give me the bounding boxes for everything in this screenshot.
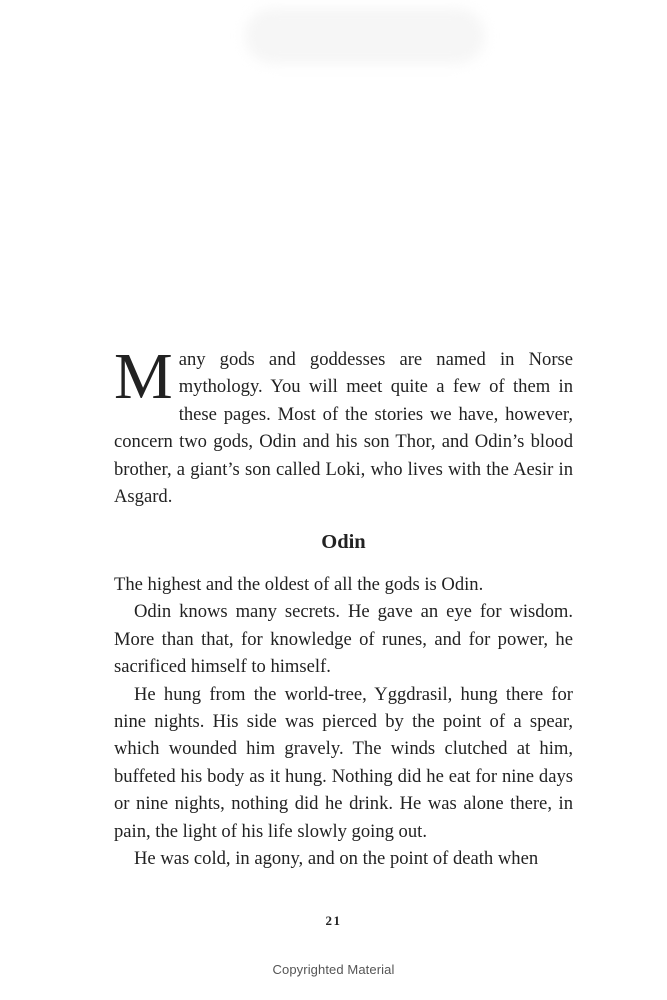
section-body [114, 571, 573, 872]
drop-cap: M [114, 340, 173, 413]
intro-text: any gods and goddesses are named in Norse mythology. You will meet quite a few of them in these pages. Most of the stories we have, however, concern two gods, Odin and his son Thor, and Odin’s blood brother, a giant’s son called Loki, who lives with the Aesir in Asgard. [114, 349, 573, 508]
paragraph: Odin knows many secrets. He gave an eye for wisdom. More than that, for knowledge of runes, and for power, he sacrificed himself to himself. [114, 601, 573, 678]
section-heading: Odin [321, 531, 366, 553]
paragraph: He was cold, in agony, and on the point of death when [134, 848, 539, 870]
intro-paragraph [114, 340, 573, 510]
blurred-header-area [245, 8, 485, 64]
page-number: 21 [325, 913, 342, 928]
paragraph: He hung from the world-tree, Yggdrasil, hung there for nine nights. His side was pierced by the point of a spear, which wounded him gravely. The winds clutched at him, buffeted his body as it hung. Nothing did he eat for nine days or nine nights, nothing did he drink. He was alone there, in pain, the light of his life slowly going out. [114, 683, 573, 842]
paragraph: The highest and the oldest of all the gods is Odin. [114, 574, 484, 595]
copyright-notice: Copyrighted Material [272, 962, 395, 977]
